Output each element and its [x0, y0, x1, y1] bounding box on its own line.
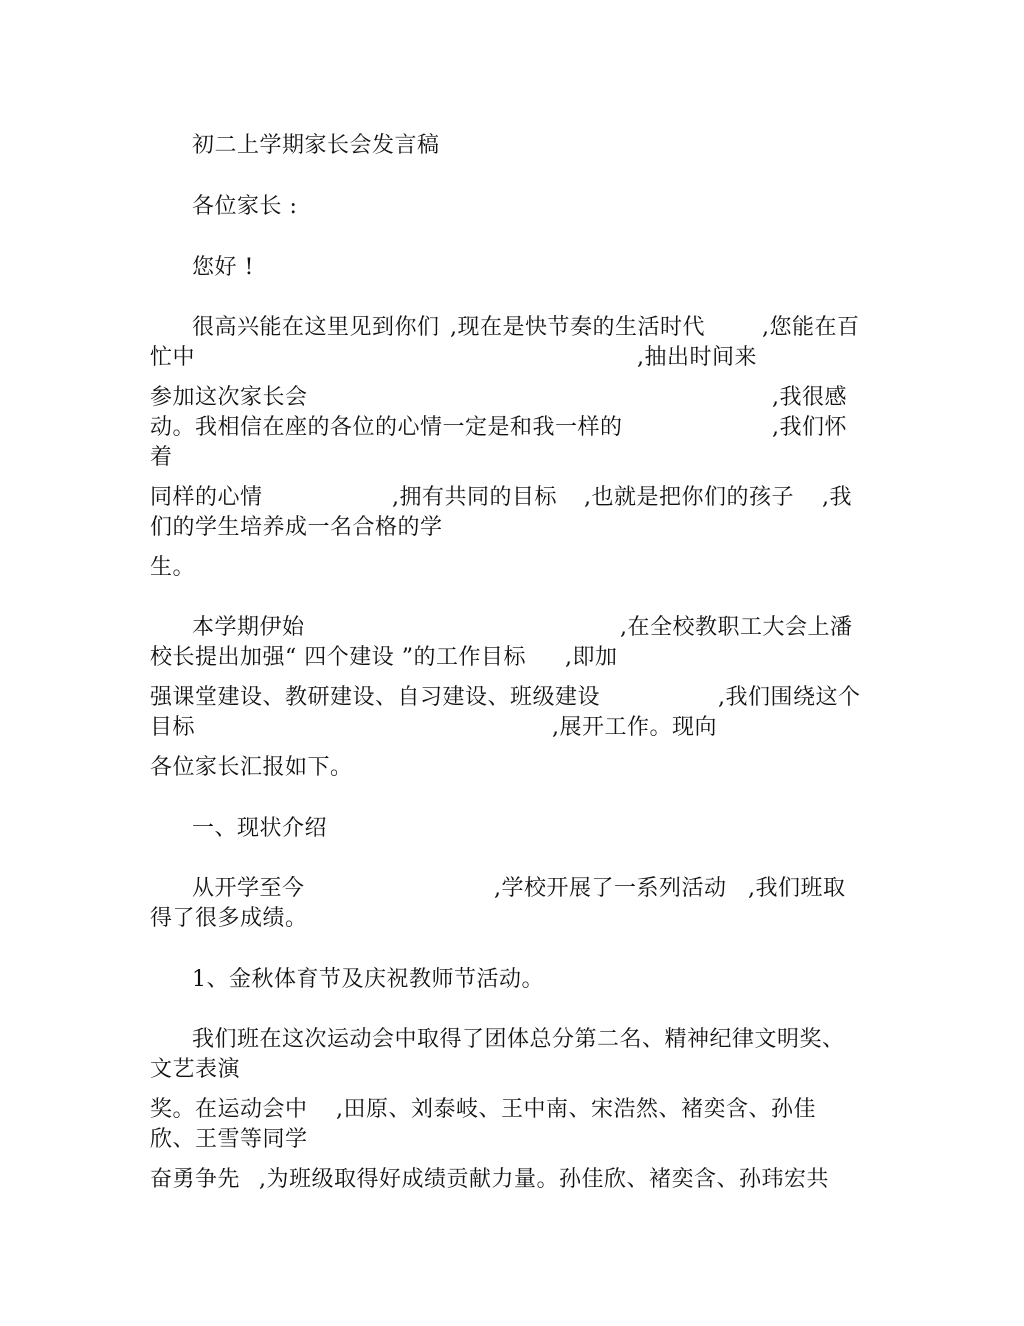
- paragraph-5-line-2b: ,即加: [565, 645, 618, 670]
- paragraph-6-line-2b: ,展开工作。现向: [552, 715, 717, 740]
- paragraph-1-line-1c: ,您能在百: [762, 315, 860, 340]
- paragraph-11-line-1a: 奋勇争先: [150, 1167, 241, 1192]
- paragraph-2-line-2b: ,我们怀: [772, 415, 847, 440]
- paragraph-6-line-1a: 强课堂建设、教研建设、自习建设、班级建设: [150, 685, 601, 710]
- paragraph-4-line-1: 生。: [150, 555, 196, 580]
- paragraph-6-line-2a: 目标: [150, 715, 196, 740]
- paragraph-2-line-1a: 参加这次家长会: [150, 385, 308, 410]
- salutation: 各位家长 :: [192, 194, 298, 219]
- paragraph-3-line-1d: ,我: [822, 485, 852, 510]
- section-heading: 一、现状介绍: [192, 816, 328, 841]
- paragraph-2-line-3: 着: [150, 445, 173, 470]
- paragraph-10-line-1a: 奖。在运动会中: [150, 1097, 308, 1122]
- paragraph-5-line-1b: ,在全校教职工大会上潘: [620, 615, 853, 640]
- paragraph-3-line-1b: ,拥有共同的目标: [392, 485, 557, 510]
- paragraph-11-line-1b: ,为班级取得好成绩贡献力量。孙佳欣、褚奕含、孙玮宏共: [259, 1167, 829, 1192]
- paragraph-8-line-1b: ,学校开展了一系列活动: [494, 876, 727, 901]
- paragraph-9-line-2: 文艺表演: [150, 1057, 241, 1082]
- paragraph-2-line-2a: 动。我相信在座的各位的心情一定是和我一样的: [150, 415, 623, 440]
- paragraph-3-line-2: 们的学生培养成一名合格的学: [150, 515, 443, 540]
- document-title: 初二上学期家长会发言稿: [192, 133, 440, 158]
- item-1-heading: 1、金秋体育节及庆祝教师节活动。: [192, 967, 544, 992]
- paragraph-3-line-1a: 同样的心情: [150, 485, 263, 510]
- paragraph-8-line-1c: ,我们班取: [748, 876, 846, 901]
- paragraph-8-line-1a: 从开学至今: [192, 876, 305, 901]
- paragraph-1-line-2b: ,抽出时间来: [637, 345, 757, 370]
- paragraph-1-line-1a: 很高兴能在这里见到你们: [192, 315, 440, 340]
- paragraph-5-line-2a: 校长提出加强“ 四个建设 ”的工作目标: [150, 645, 526, 670]
- paragraph-1-line-2a: 忙中: [150, 345, 196, 370]
- paragraph-9-line-1: 我们班在这次运动会中取得了团体总分第二名、精神纪律文明奖、: [192, 1027, 845, 1052]
- paragraph-3-line-1c: ,也就是把你们的孩子: [584, 485, 794, 510]
- paragraph-10-line-2: 欣、王雪等同学: [150, 1127, 308, 1152]
- paragraph-1-line-1b: ,现在是快节奏的生活时代: [450, 315, 705, 340]
- paragraph-2-line-1b: ,我很感: [772, 385, 847, 410]
- paragraph-5-line-1a: 本学期伊始: [192, 615, 305, 640]
- paragraph-6-line-1b: ,我们围绕这个: [718, 685, 861, 710]
- greeting: 您好 !: [192, 255, 254, 280]
- paragraph-7-line-1: 各位家长汇报如下。: [150, 755, 353, 780]
- paragraph-10-line-1b: ,田原、刘泰岐、王中南、宋浩然、褚奕含、孙佳: [336, 1097, 816, 1122]
- paragraph-8-line-2: 得了很多成绩。: [150, 906, 308, 931]
